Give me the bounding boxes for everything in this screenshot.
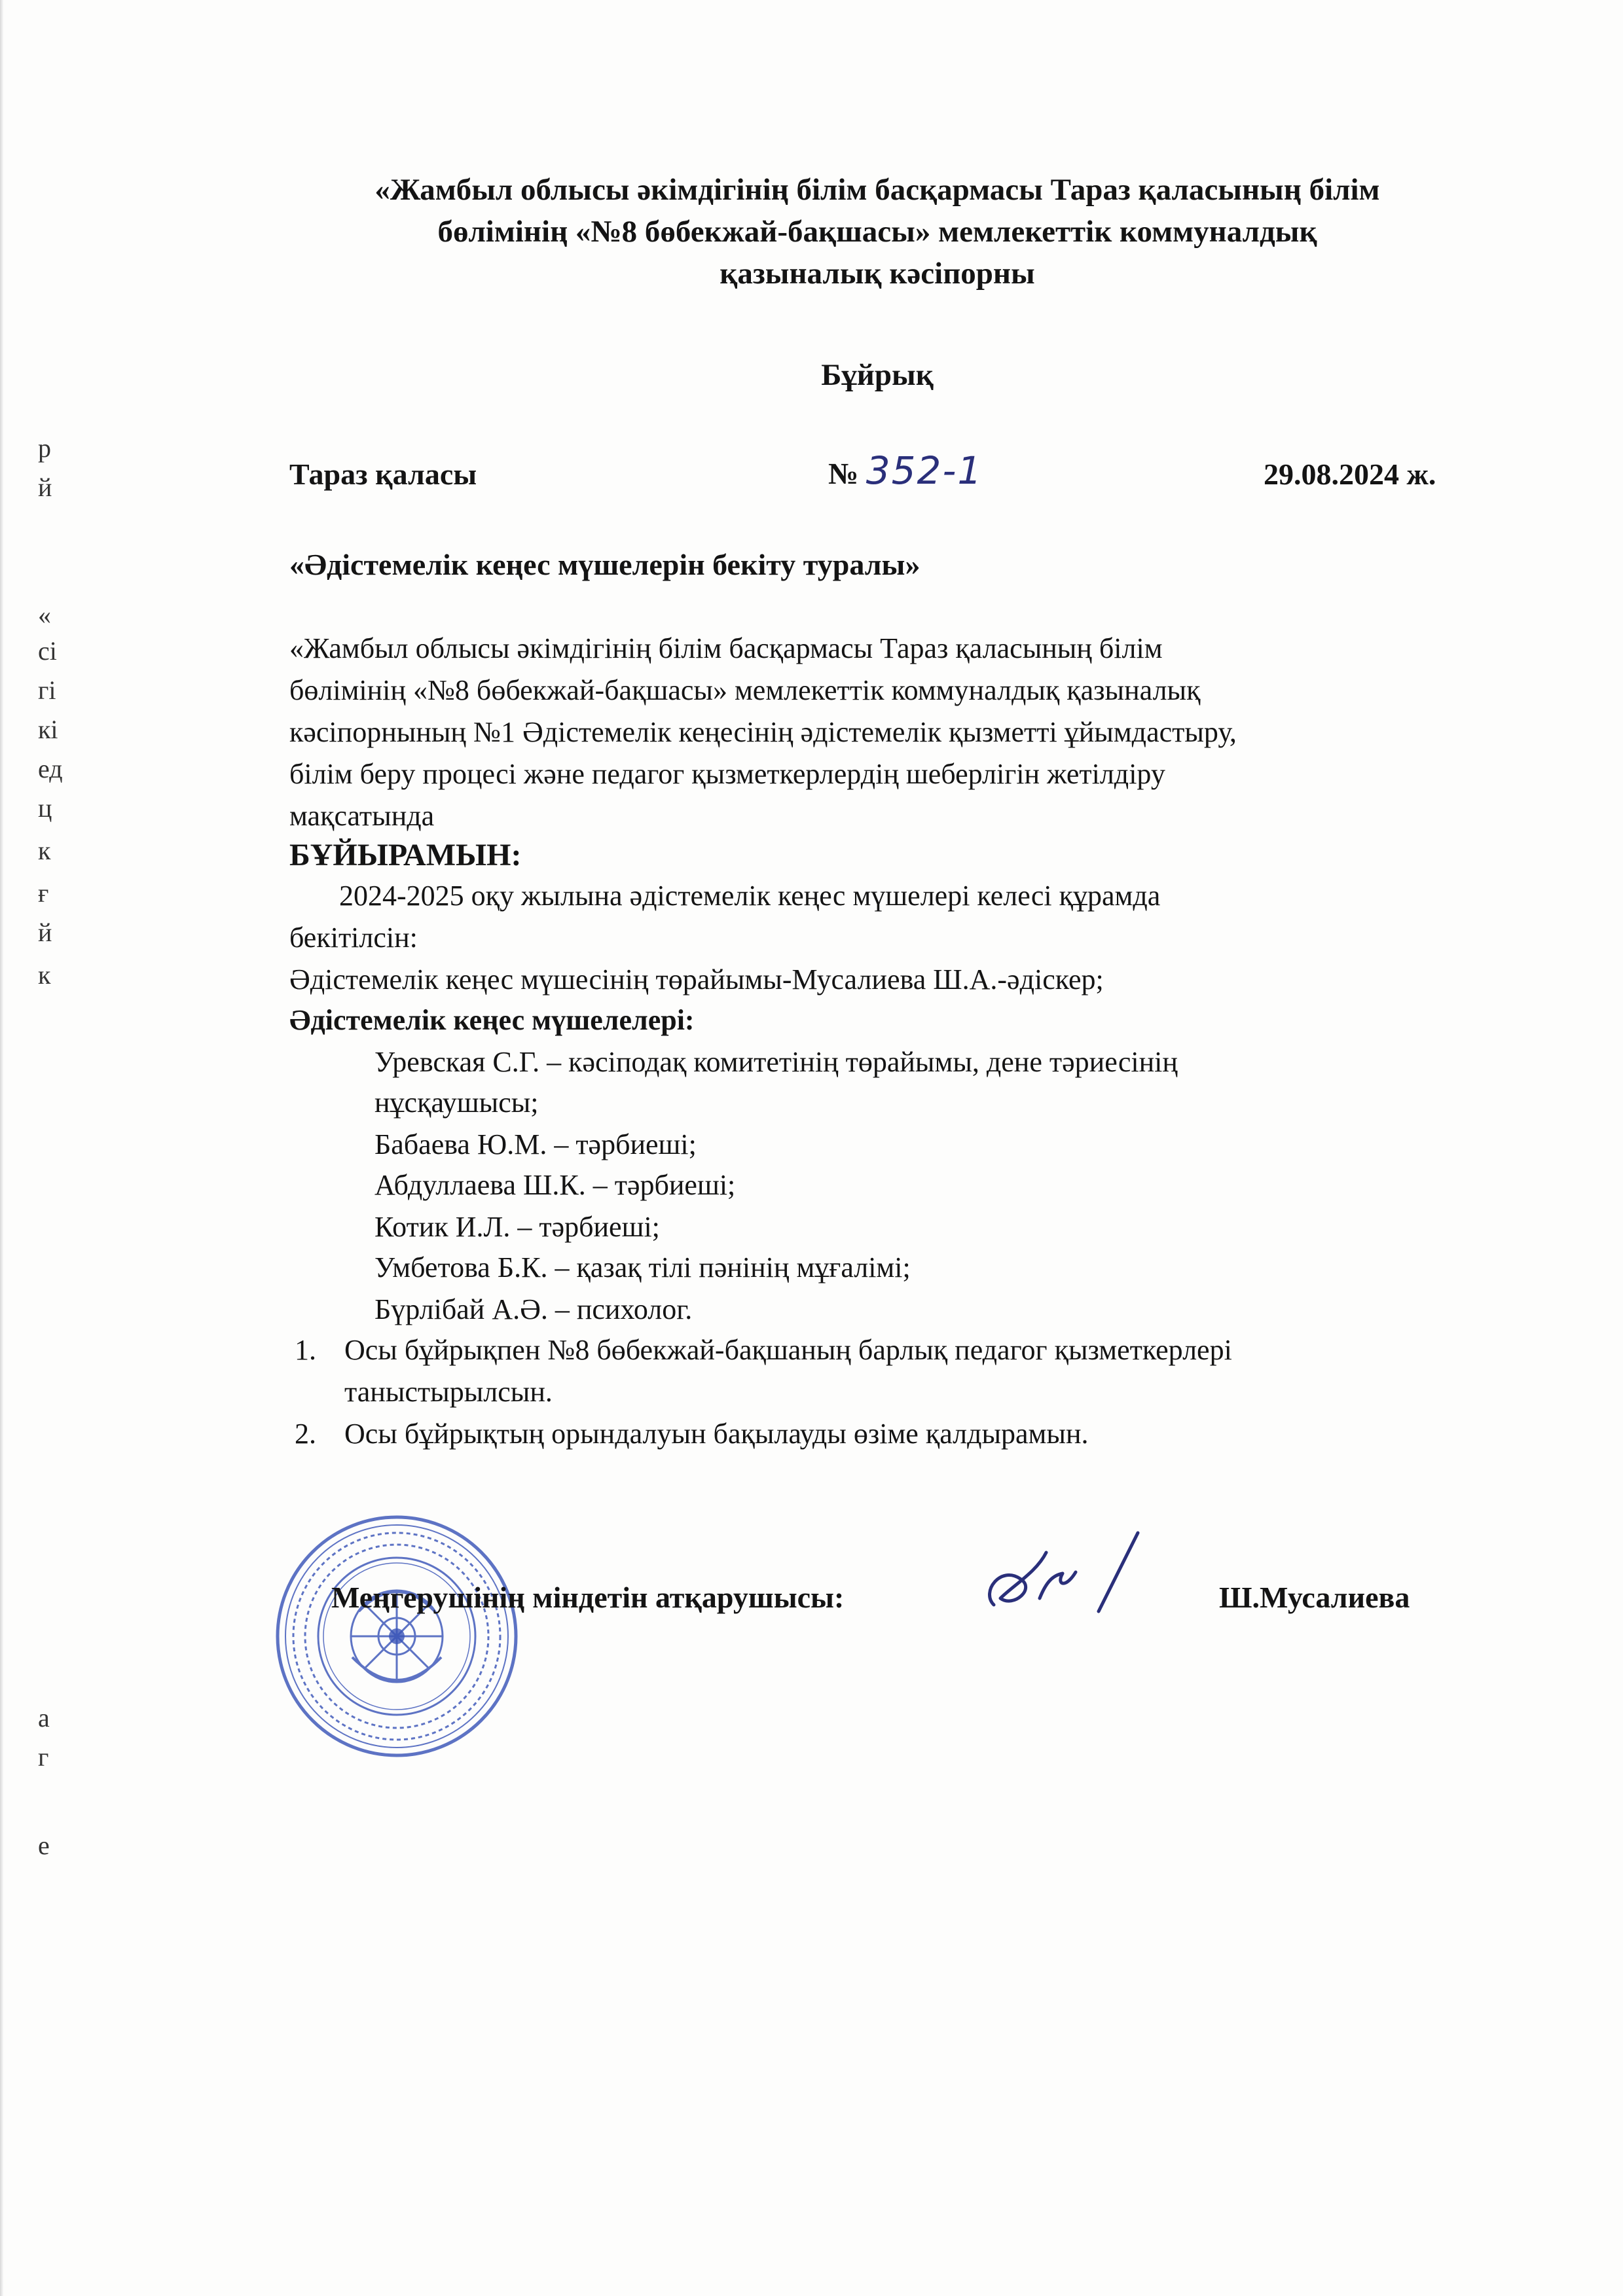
preamble-line: бөлімінің «№8 бөбекжай-бақшасы» мемлекеттік коммуналдық қазыналық [289, 674, 1201, 706]
bleed-char: е [38, 1831, 50, 1860]
handwritten-number: 352-1 [866, 448, 983, 493]
council-chair: Әдістемелік кеңес мүшесінің төрайымы-Мусалиева Ш.А.-әдіскер; [289, 963, 1104, 996]
preamble-line: білім беру процесі және педагог қызметкерлердің шеберлігін жетілдіру [289, 758, 1165, 790]
document-type: Бұйрық [821, 358, 934, 392]
members-heading: Әдістемелік кеңес мүшелелері: [289, 1004, 695, 1036]
item-number: 1. [295, 1334, 316, 1366]
bleed-char: кі [38, 715, 58, 744]
bleed-char: ед [38, 754, 63, 783]
bleed-char: г [38, 1742, 49, 1772]
member-line: Уревская С.Г. – кәсіподақ комитетінің төрайымы, дене тәриесінің [374, 1046, 1178, 1078]
title-line: бөлімінің «№8 бөбекжай-бақшасы» мемлекеттік коммуналдық [437, 215, 1317, 249]
item-line: Осы бұйрықпен №8 бөбекжай-бақшаның барлық педагог қызметкерлері [344, 1334, 1232, 1366]
bleed-char: й [38, 473, 52, 502]
bleed-char: к [38, 960, 51, 990]
organization-title [196, 169, 1558, 295]
bleed-char: й [38, 918, 52, 947]
order-number [828, 448, 983, 493]
member-line: нұсқаушысы; [374, 1086, 539, 1119]
order-intro-line: бекітілсін: [289, 922, 418, 954]
preamble-line: «Жамбыл облысы әкімдігінің білім басқармасы Тараз қаласының білім [289, 632, 1163, 664]
organization-stamp [274, 1513, 520, 1759]
bleed-char: « [38, 600, 51, 630]
order-subject: «Әдістемелік кеңес мүшелерін бекіту туралы» [289, 548, 921, 581]
order-date: 29.08.2024 ж. [1264, 457, 1436, 491]
item-number: 2. [295, 1418, 316, 1450]
member-line: Бабаева Ю.М. – тәрбиеші; [374, 1128, 697, 1160]
bleed-char: ғ [38, 878, 49, 908]
item-line: таныстырылсын. [344, 1376, 553, 1408]
bleed-char: ц [38, 793, 52, 823]
signatory-name: Ш.Мусалиева [1219, 1581, 1410, 1614]
bleed-char: р [38, 433, 51, 463]
title-line: қазыналық кәсіпорны [720, 257, 1035, 291]
scan-edge [0, 0, 4, 2296]
handwritten-signature [974, 1526, 1151, 1624]
number-sign: № [828, 457, 859, 490]
bleed-char: к [38, 836, 51, 865]
preamble-line: кәсіпорнының №1 Әдістемелік кеңесінің әдістемелік қызметті ұйымдастыру, [289, 716, 1237, 748]
city: Тараз қаласы [289, 457, 477, 491]
order-heading: БҰЙЫРАМЫН: [289, 838, 522, 872]
bleed-char: ci [38, 636, 57, 666]
order-intro-line: 2024-2025 оқу жылына әдістемелік кеңес мүшелері келесі құрамда [339, 880, 1161, 912]
member-line: Умбетова Б.К. – қазақ тілі пәнінің мұғалімі; [374, 1251, 911, 1283]
bleed-char: а [38, 1703, 50, 1732]
member-line: Бүрлібай А.Ә. – психолог. [374, 1293, 693, 1325]
member-line: Абдуллаева Ш.К. – тәрбиеші; [374, 1169, 736, 1201]
member-line: Котик И.Л. – тәрбиеші; [374, 1211, 660, 1243]
bleed-char: гі [38, 675, 56, 705]
preamble-line: мақсатында [289, 800, 435, 832]
item-line: Осы бұйрықтың орындалуын бақылауды өзіме қалдырамын. [344, 1418, 1089, 1450]
signatory-role: Меңгерушінің міндетін атқарушысы: [331, 1581, 845, 1614]
title-line: «Жамбыл облысы әкімдігінің білім басқармасы Тараз қаласының білім [374, 173, 1380, 207]
